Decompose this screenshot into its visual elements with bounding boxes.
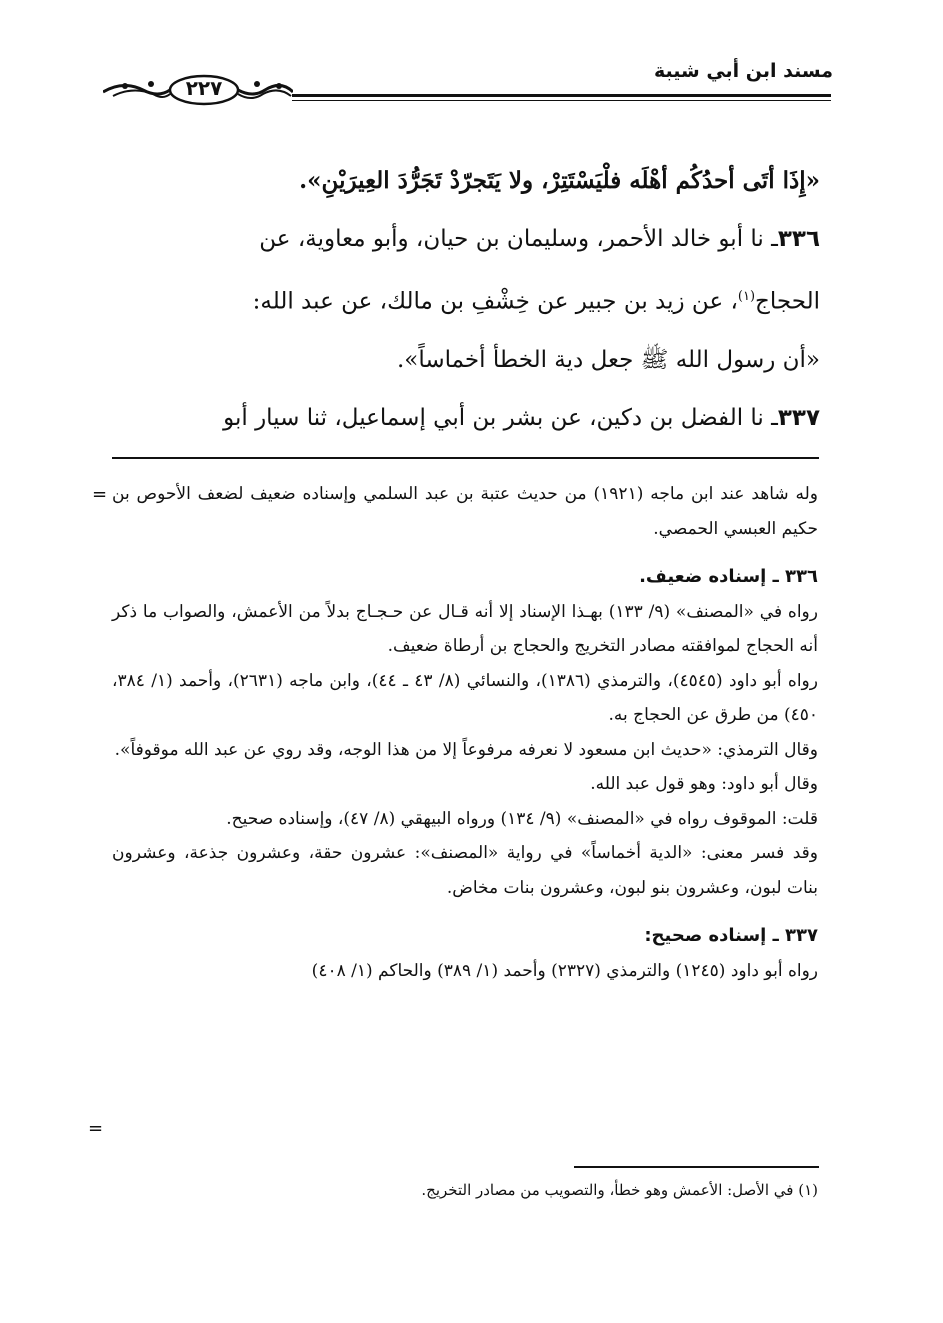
hadith-text-336: «أن رسول الله ﷺ جعل دية الخطأ أخماساً». [396, 346, 820, 373]
hadith-text-335: «إِذَا أتَى أحدُكُم أهْلَه فلْيَسْتَتِرْ، ولا يَتَجرّدْ تَجَرُّدَ العِيرَيْنِ». [299, 167, 820, 194]
note-336-paragraph: وقال أبو داود: وهو قول عبد الله. [590, 774, 818, 794]
hadith-number-337: ٣٣٧ [777, 404, 820, 431]
note-heading-336: ٣٣٦ ـ إسناده ضعيف. [639, 566, 818, 587]
note-heading-337: ٣٣٧ ـ إسناده صحيح: [644, 925, 818, 946]
notes-section [112, 477, 818, 988]
notes-divider [112, 457, 819, 459]
hadith-number-336: ٣٣٦ [777, 226, 820, 252]
hadith-337-line [104, 389, 820, 447]
footnote-ref[interactable]: (١) [737, 289, 756, 304]
note-337-paragraph: رواه أبو داود (١٢٤٥) والترمذي (٢٣٢٧) وأحمد (١/ ٣٨٩) والحاكم (١/ ٤٠٨) [311, 960, 818, 981]
hadith-337-isnad: ـ نا الفضل بن دكين، عن بشر بن أبي إسماعيل، ثنا سيار أبو [223, 404, 778, 431]
header-rule-thin [292, 100, 831, 101]
footnote: (١) في الأصل: الأعمش وهو خطأ، والتصويب من مصادر التخريج. [421, 1181, 818, 1199]
continuation-mark-end: = [88, 1118, 104, 1139]
header-rule [292, 94, 831, 97]
previous-note: وله شاهد عند ابن ماجه (١٩٢١) من حديث عتبة بن عبد السلمي وإسناده ضعيف لضعف الأحوص بن حكيم العبسي الحمصي. [112, 484, 818, 539]
continuation-mark: = [92, 484, 108, 505]
hadith-336-line-2 [104, 268, 820, 331]
note-336-paragraph: وقد فسر معنى: «الدية أخماساً» في رواية «المصنف»: عشرون حقة، وعشرون جذعة، وعشرون بنات لبون، وعشرون بنو لبون، وعشرون بنات مخاض. [112, 843, 818, 898]
hadith-336-line [104, 210, 820, 268]
note-336-paragraph: رواه أبو داود (٤٥٤٥)، والترمذي (١٣٨٦)، والنسائي (٨/ ٤٣ ـ ٤٤)، وابن ماجه (٢٦٣١)، وأحمد (١/ ٣٨٤، ٤٥٠) من طرق عن الحجاج به. [112, 670, 818, 725]
hadith-336-isnad: ـ نا أبو خالد الأحمر، وسليمان بن حيان، وأبو معاوية، عن [259, 226, 778, 252]
page-number: ٢٢٧ [185, 76, 223, 100]
hadith-336-isnad-cont: ، عن زيد بن جبير عن خِشْفِ بن مالك، عن عبد الله: [252, 288, 738, 315]
main-text [104, 152, 820, 447]
footnote-rule [574, 1166, 819, 1168]
note-336-paragraph: قلت: الموقوف رواه في «المصنف» (٩/ ١٣٤) ورواه البيهقي (٨/ ٤٧)، وإسناده صحيح. [226, 808, 818, 829]
note-336-paragraph: رواه في «المصنف» (٩/ ١٣٣) بهـذا الإسناد إلا أنه قـال عن حـجـاج بدلاً من الأعمش، والصواب ما ذكر أنه الحجاج لموافقته مصادر التخريج والحجاج بن أرطاة ضعيف. [112, 601, 818, 656]
running-title: مسند ابن أبي شيبة [653, 60, 833, 82]
narrator-hajjaj: الحجاج [755, 288, 820, 315]
note-336-paragraph: وقال الترمذي: «حديث ابن مسعود لا نعرفه مرفوعاً إلا من هذا الوجه، وقد روي عن عبد الله موقوفاً». [114, 739, 818, 760]
